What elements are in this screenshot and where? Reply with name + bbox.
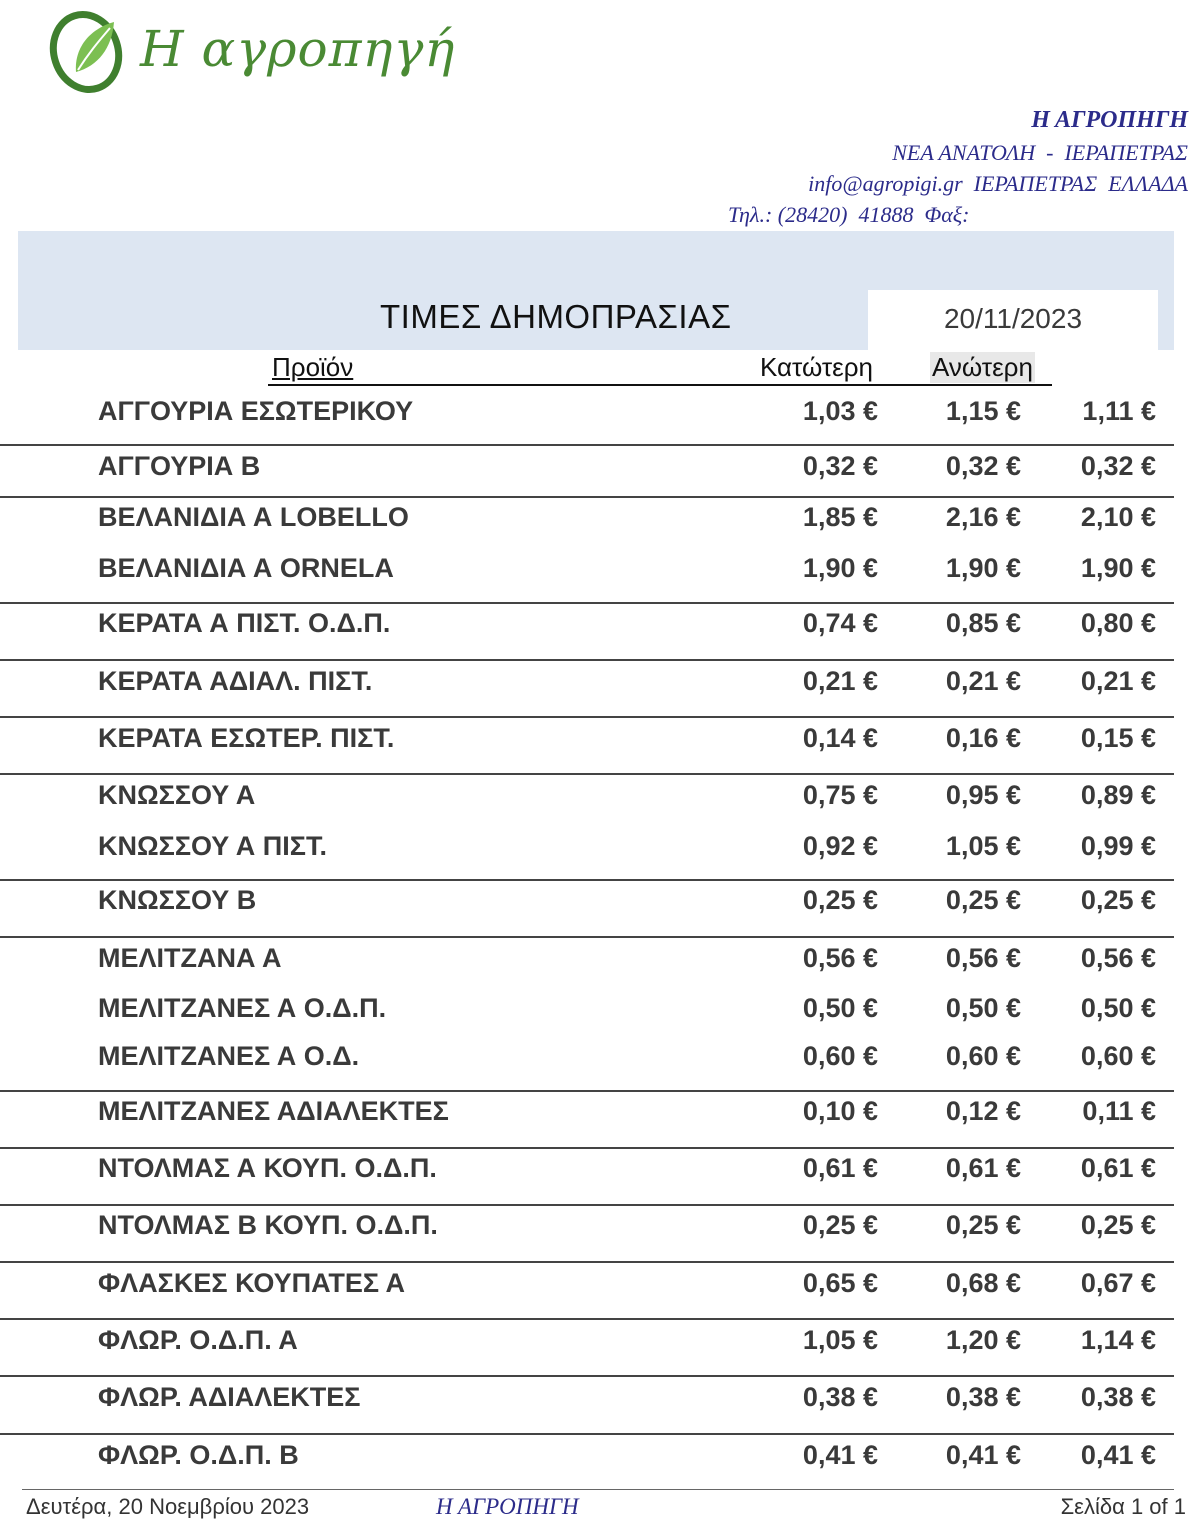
- company-logo: [48, 6, 456, 101]
- company-contact: info@agropigi.gr ΙΕΡΑΠΕΤΡΑΣ ΕΛΛΑΔΑ: [808, 171, 1188, 196]
- product-name: ΦΛΩΡ. Ο.Δ.Π. Α: [98, 1325, 298, 1355]
- product-name: ΦΛΩΡ. ΑΔΙΑΛΕΚΤΕΣ: [98, 1382, 361, 1412]
- table-row: [0, 1096, 1200, 1146]
- price-high: 0,25 €: [945, 885, 1021, 915]
- row-separator: [0, 879, 1174, 881]
- price-high: 1,05 €: [945, 831, 1021, 861]
- footer-page: Σελίδα 1 of 1: [1060, 1494, 1186, 1519]
- price-high: 1,20 €: [945, 1325, 1021, 1355]
- row-separator: [0, 716, 1174, 718]
- row-separator: [0, 1147, 1174, 1149]
- price-average: 1,11 €: [1082, 396, 1156, 426]
- row-separator: [0, 1204, 1174, 1206]
- price-high: 0,95 €: [945, 780, 1021, 810]
- table-row: [0, 1153, 1200, 1203]
- price-average: 0,41 €: [1080, 1440, 1156, 1470]
- price-high: 0,32 €: [945, 451, 1021, 481]
- product-name: ΝΤΟΛΜΑΣ Β ΚΟΥΠ. Ο.Δ.Π.: [98, 1210, 438, 1240]
- price-high: 0,41 €: [945, 1440, 1021, 1470]
- price-high: 0,38 €: [945, 1382, 1021, 1412]
- price-low: 0,65 €: [802, 1268, 878, 1298]
- product-name: ΚΕΡΑΤΑ ΕΣΩΤΕΡ. ΠΙΣΤ.: [98, 723, 395, 753]
- table-row: [0, 451, 1200, 501]
- price-low: 0,61 €: [802, 1153, 878, 1183]
- company-phone: Τηλ.: (28420) 41888 Φαξ:: [728, 202, 970, 227]
- price-low: 0,32 €: [802, 451, 878, 481]
- price-average: 2,10 €: [1080, 502, 1156, 532]
- product-name: ΑΓΓΟΥΡΙΑ Β: [98, 451, 261, 481]
- row-separator: [0, 936, 1174, 938]
- price-average: 0,89 €: [1080, 780, 1156, 810]
- price-average: 0,56 €: [1080, 943, 1156, 973]
- row-separator: [0, 1318, 1174, 1320]
- price-low: 0,74 €: [802, 608, 878, 638]
- price-average: 0,21 €: [1080, 666, 1156, 696]
- price-average: 0,60 €: [1080, 1041, 1156, 1071]
- company-name: Η ΑΓΡΟΠΗΓΗ: [1031, 107, 1188, 133]
- price-average: 1,90 €: [1080, 553, 1156, 583]
- leaf-logo-icon: [48, 6, 138, 96]
- table-row: [0, 723, 1200, 773]
- product-name: ΚΝΩΣΣΟΥ Α ΠΙΣΤ.: [98, 831, 328, 861]
- table-row: [0, 502, 1200, 552]
- product-name: ΒΕΛΑΝΙΔΙΑ Α LOBELLO: [98, 502, 409, 532]
- product-name: ΚΕΡΑΤΑ ΑΔΙΑΛ. ΠΙΣΤ.: [98, 666, 373, 696]
- price-average: 0,38 €: [1080, 1382, 1156, 1412]
- header-rule: [268, 384, 1052, 386]
- table-row: [0, 943, 1200, 993]
- price-low: 0,25 €: [802, 885, 878, 915]
- price-high: 1,15 €: [945, 396, 1021, 426]
- row-separator: [0, 444, 1174, 446]
- price-low: 0,50 €: [802, 993, 878, 1023]
- row-separator: [0, 602, 1174, 604]
- price-low: 0,14 €: [802, 723, 878, 753]
- price-high: 2,16 €: [945, 502, 1021, 532]
- price-high: 0,60 €: [945, 1041, 1021, 1071]
- price-high: 0,56 €: [945, 943, 1021, 973]
- price-average: 0,15 €: [1080, 723, 1156, 753]
- price-low: 1,90 €: [802, 553, 878, 583]
- logo-text: Η αγροπηγή: [140, 20, 456, 78]
- product-name: ΑΓΓΟΥΡΙΑ ΕΣΩΤΕΡΙΚΟΥ: [98, 396, 414, 426]
- price-high: 0,16 €: [945, 723, 1021, 753]
- table-row: [0, 553, 1200, 603]
- row-separator: [0, 659, 1174, 661]
- price-average: 0,32 €: [1080, 451, 1156, 481]
- price-low: 1,05 €: [802, 1325, 878, 1355]
- price-low: 0,75 €: [802, 780, 878, 810]
- price-low: 0,25 €: [802, 1210, 878, 1240]
- row-separator: [0, 496, 1174, 498]
- product-name: ΦΛΑΣΚΕΣ ΚΟΥΠΑΤΕΣ Α: [98, 1268, 406, 1298]
- price-average: 0,50 €: [1080, 993, 1156, 1023]
- table-row: [0, 885, 1200, 935]
- price-low: 0,21 €: [802, 666, 878, 696]
- price-average: 0,99 €: [1080, 831, 1156, 861]
- price-high: 0,85 €: [945, 608, 1021, 638]
- price-average: 1,14 €: [1080, 1325, 1156, 1355]
- table-row: [0, 1041, 1200, 1091]
- footer-company: Η ΑΓΡΟΠΗΓΗ: [436, 1494, 579, 1519]
- price-low: 0,56 €: [802, 943, 878, 973]
- product-name: ΦΛΩΡ. Ο.Δ.Π. Β: [98, 1440, 299, 1470]
- footer-date: Δευτέρα, 20 Νοεμβρίου 2023: [26, 1494, 310, 1519]
- company-info: [728, 103, 1188, 230]
- product-name: ΜΕΛΙΤΖΑΝΕΣ Α Ο.Δ.: [98, 1041, 360, 1071]
- table-row: [0, 1210, 1200, 1260]
- column-header-product: Προϊόν: [272, 352, 354, 382]
- price-high: 0,12 €: [945, 1096, 1021, 1126]
- price-low: 0,60 €: [802, 1041, 878, 1071]
- table-row: [0, 993, 1200, 1043]
- price-average: 0,25 €: [1080, 885, 1156, 915]
- price-average: 0,67 €: [1080, 1268, 1156, 1298]
- price-low: 0,10 €: [802, 1096, 878, 1126]
- table-row: [0, 1440, 1200, 1490]
- report-date: 20/11/2023: [868, 290, 1158, 350]
- row-separator: [0, 1433, 1174, 1435]
- report-title: ΤΙΜΕΣ ΔΗΜΟΠΡΑΣΙΑΣ: [380, 298, 732, 335]
- price-high: 0,50 €: [945, 993, 1021, 1023]
- price-low: 0,38 €: [802, 1382, 878, 1412]
- price-high: 0,68 €: [945, 1268, 1021, 1298]
- table-row: [0, 1382, 1200, 1432]
- price-average: 0,25 €: [1080, 1210, 1156, 1240]
- product-name: ΜΕΛΙΤΖΑΝΑ Α: [98, 943, 282, 973]
- product-name: ΜΕΛΙΤΖΑΝΕΣ Α Ο.Δ.Π.: [98, 993, 387, 1023]
- table-row: [0, 1325, 1200, 1375]
- price-average: 0,11 €: [1082, 1096, 1156, 1126]
- price-high: 0,21 €: [945, 666, 1021, 696]
- table-row: [0, 608, 1200, 658]
- product-name: ΚΝΩΣΣΟΥ Α: [98, 780, 256, 810]
- price-low: 1,85 €: [802, 502, 878, 532]
- product-name: ΚΝΩΣΣΟΥ Β: [98, 885, 257, 915]
- table-row: [0, 831, 1200, 881]
- price-high: 1,90 €: [945, 553, 1021, 583]
- company-address: ΝΕΑ ΑΝΑΤΟΛΗ - ΙΕΡΑΠΕΤΡΑΣ: [892, 140, 1188, 165]
- price-low: 0,92 €: [802, 831, 878, 861]
- product-name: ΒΕΛΑΝΙΔΙΑ Α ORNELA: [98, 553, 394, 583]
- price-high: 0,61 €: [945, 1153, 1021, 1183]
- price-average: 0,80 €: [1080, 608, 1156, 638]
- price-low: 0,41 €: [802, 1440, 878, 1470]
- row-separator: [0, 773, 1174, 775]
- table-row: [0, 666, 1200, 716]
- table-row: [0, 396, 1200, 446]
- price-low: 1,03 €: [802, 396, 878, 426]
- table-row: [0, 780, 1200, 830]
- product-name: ΚΕΡΑΤΑ Α ΠΙΣΤ. Ο.Δ.Π.: [98, 608, 391, 638]
- price-high: 0,25 €: [945, 1210, 1021, 1240]
- column-header-low: Κατώτερη: [760, 352, 874, 382]
- footer-rule: [22, 1489, 1174, 1490]
- table-row: [0, 1268, 1200, 1318]
- row-separator: [0, 1090, 1174, 1092]
- row-separator: [0, 1261, 1174, 1263]
- product-name: ΝΤΟΛΜΑΣ Α ΚΟΥΠ. Ο.Δ.Π.: [98, 1153, 437, 1183]
- row-separator: [0, 1375, 1174, 1377]
- product-name: ΜΕΛΙΤΖΑΝΕΣ ΑΔΙΑΛΕΚΤΕΣ: [98, 1096, 449, 1126]
- column-header-high: Ανώτερη: [932, 352, 1033, 382]
- price-average: 0,61 €: [1080, 1153, 1156, 1183]
